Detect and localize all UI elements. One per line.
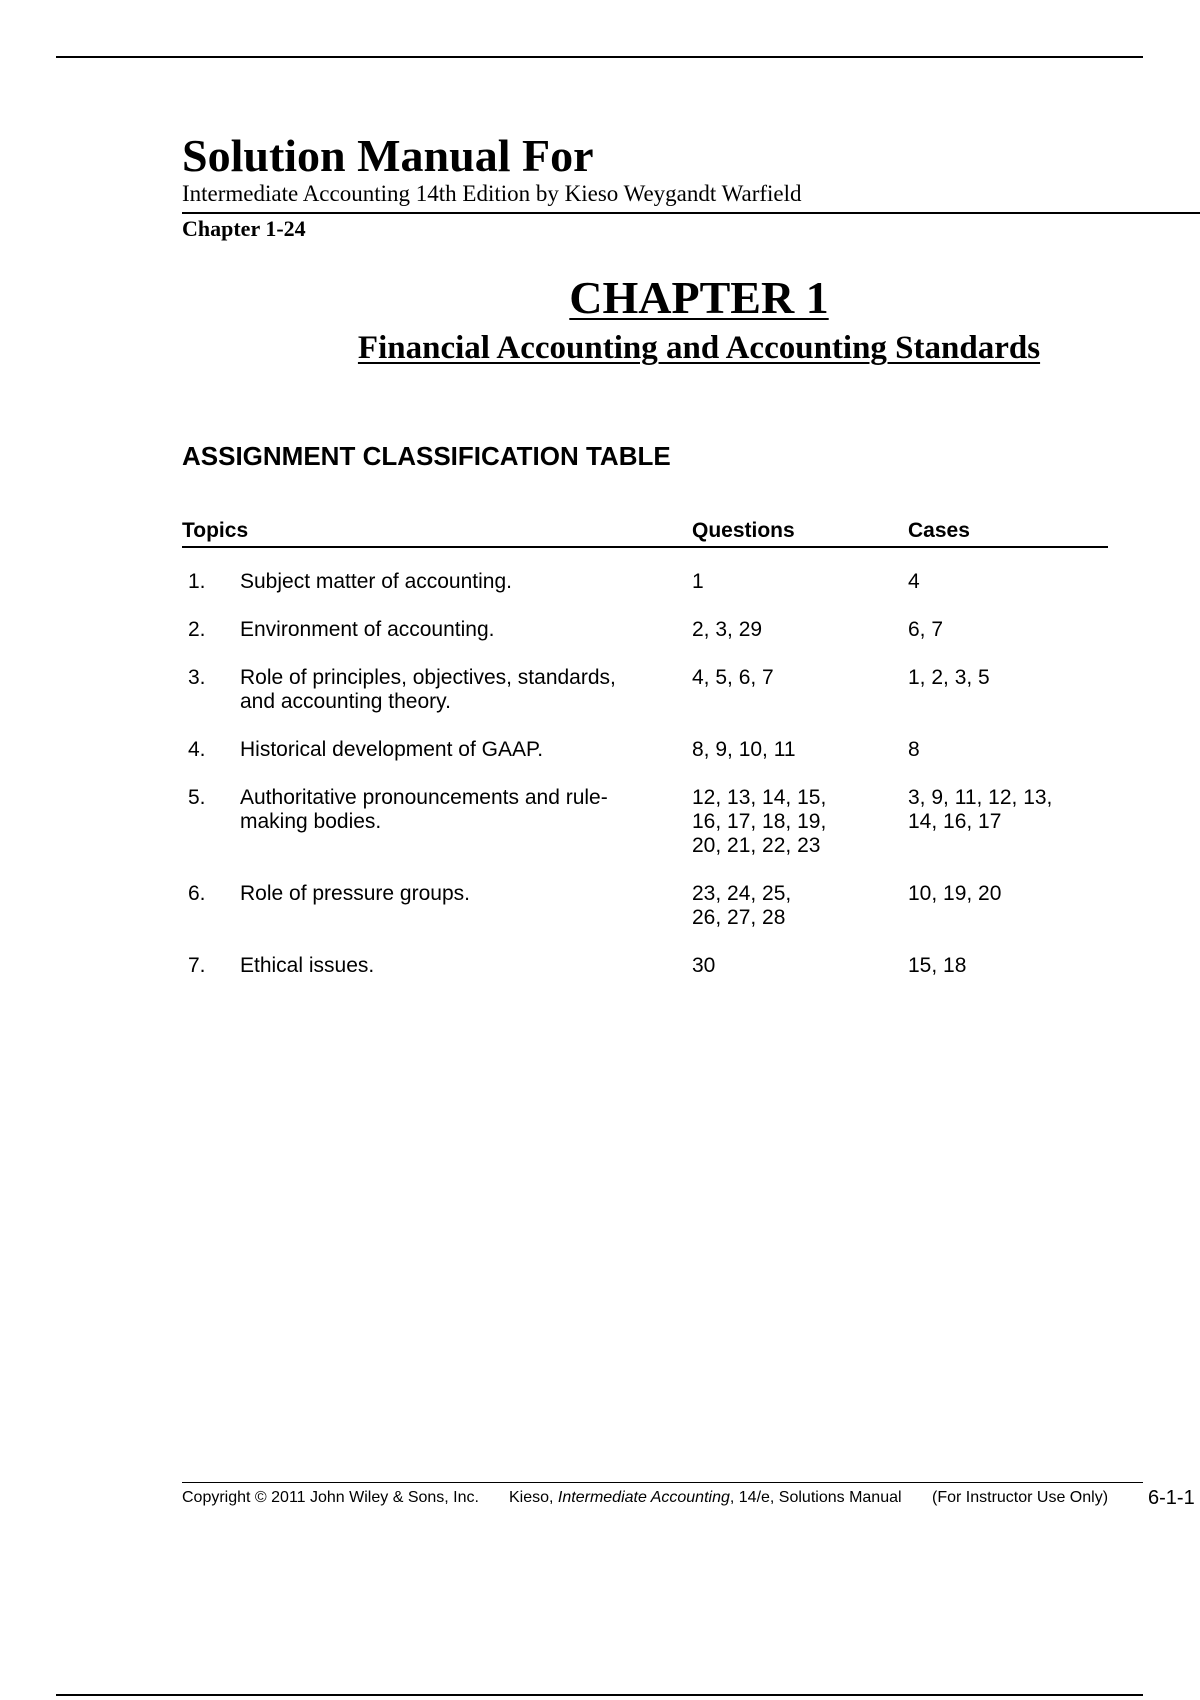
row-cases: 3, 9, 11, 12, 13, 14, 16, 17 [908, 786, 1053, 833]
row-cases: 8 [908, 738, 920, 761]
row-number: 4. [188, 738, 206, 761]
table-row [182, 882, 1108, 930]
row-number: 7. [188, 954, 206, 977]
chapter-title: Financial Accounting and Accounting Standards [357, 330, 1041, 366]
column-header-questions: Questions [692, 519, 795, 542]
row-topic: Role of pressure groups. [240, 882, 470, 905]
subtitle-divider [182, 212, 1200, 214]
row-number: 2. [188, 618, 206, 641]
row-number: 5. [188, 786, 206, 809]
table-header [182, 516, 1108, 548]
row-questions: 2, 3, 29 [692, 618, 763, 641]
row-questions: 23, 24, 25, 26, 27, 28 [692, 882, 792, 929]
row-cases: 1, 2, 3, 5 [908, 666, 990, 689]
row-questions: 1 [692, 570, 704, 593]
table-row [182, 786, 1108, 858]
row-number: 1. [188, 570, 206, 593]
column-header-cases: Cases [908, 519, 970, 542]
assignment-table-heading: ASSIGNMENT CLASSIFICATION TABLE [182, 441, 671, 471]
table-row [182, 666, 1108, 714]
footer-ref-rest: , 14/e, Solutions Manual [729, 1489, 902, 1506]
table-row [182, 954, 1108, 978]
row-topic: Subject matter of accounting. [240, 570, 512, 593]
chapter-heading [180, 268, 1200, 368]
row-topic: Environment of accounting. [240, 618, 495, 641]
chapter-range: Chapter 1-24 [182, 216, 306, 241]
chapter-number: CHAPTER 1 [569, 272, 829, 323]
table-row [182, 738, 1108, 762]
row-topic: Authoritative pronouncements and rule- making bodies. [240, 786, 608, 833]
column-header-topics: Topics [182, 519, 249, 542]
footer-copyright: Copyright © 2011 John Wiley & Sons, Inc. [182, 1489, 479, 1506]
row-questions: 30 [692, 954, 716, 977]
top-divider [56, 56, 1143, 58]
footer-divider [182, 1482, 1143, 1483]
assignment-classification-table [182, 516, 1108, 1002]
table-row [182, 618, 1108, 642]
footer-usage-note: (For Instructor Use Only) [932, 1489, 1109, 1506]
table-row [182, 570, 1108, 594]
row-cases: 4 [908, 570, 920, 593]
row-cases: 10, 19, 20 [908, 882, 1002, 905]
row-cases: 15, 18 [908, 954, 967, 977]
page-number: 6-1-1 [1148, 1487, 1195, 1509]
document-subtitle: Intermediate Accounting 14th Edition by Kieso Weygandt Warfield [182, 181, 802, 206]
footer-ref-author: Kieso, [509, 1489, 558, 1506]
table-body [182, 548, 1108, 978]
row-topic: Role of principles, objectives, standards, and accounting theory. [240, 666, 616, 713]
document-title: Solution Manual For [182, 130, 594, 181]
footer-book-reference [509, 1486, 902, 1510]
row-cases: 6, 7 [908, 618, 944, 641]
footer-ref-book: Intermediate Accounting [557, 1489, 730, 1506]
row-number: 3. [188, 666, 206, 689]
bottom-divider [56, 1694, 1143, 1696]
row-questions: 8, 9, 10, 11 [692, 738, 796, 761]
row-questions: 4, 5, 6, 7 [692, 666, 774, 689]
row-topic: Ethical issues. [240, 954, 375, 977]
row-questions: 12, 13, 14, 15, 16, 17, 18, 19, 20, 21, 22, 23 [692, 786, 827, 857]
row-number: 6. [188, 882, 206, 905]
row-topic: Historical development of GAAP. [240, 738, 544, 761]
